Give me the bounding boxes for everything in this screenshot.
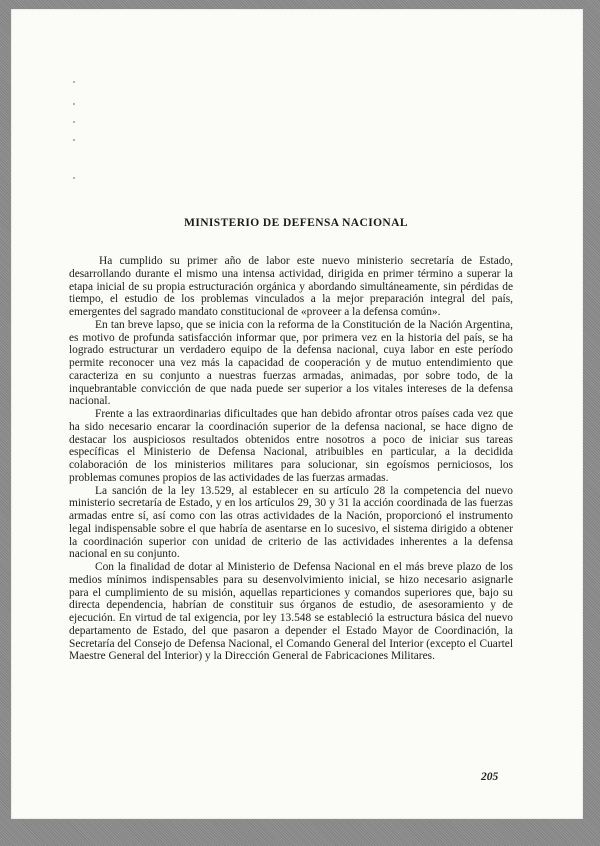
body-text	[69, 255, 513, 663]
page-number: 205	[481, 771, 499, 783]
paragraph: Con la finalidad de dotar al Ministerio de Defensa Nacional en el más breve plazo de los medios mínimos indispensables para su desenvolvimiento inicial, se hizo necesario asignarle para el cumplimiento de su misión, aquellas reparticiones y comandos superiores que, bajo su directa dependencia, habrían de constituir sus órganos de estudio, de asesoramiento y de ejecución. En virtud de tal exigencia, por ley 13.548 se estableció la estructura básica del nuevo departamento de Estado, del que pasaron a depender el Estado Mayor de Coordinación, la Secretaría del Consejo de Defensa Nacional, el Comando General del Interior (excepto el Cuartel Maestre General del Interior) y la Dirección General de Fabricaciones Militares.	[69, 561, 513, 663]
paragraph: Frente a las extraordinarias dificultades que han debido afrontar otros países cada vez que ha sido necesario encarar la coordinación superior de la defensa nacional, se hace digno de destacar los auspiciosos resultados obtenidos entre nosotros a poco de iniciar sus tareas específicas el Ministerio de Defensa Nacional, atribuibles en particular, a la decidida colaboración de los ministerios militares para solucionar, sin egoísmos perniciosos, los problemas comunes propios de las actividades de las fuerzas armadas.	[69, 408, 513, 484]
margin-specks	[73, 81, 77, 181]
paragraph: En tan breve lapso, que se inicia con la reforma de la Constitución de la Nación Argentina, es motivo de profunda satisfacción informar que, por primera vez en la historia del país, se ha logrado estructurar un verdadero equipo de la defensa nacional, cuya labor en este período permite reconocer una vez más la capacidad de cooperación y de mutuo entendimiento que caracteriza en su conjunto a nuestras fuerzas armadas, animadas, por sobre todo, de la inquebrantable convicción de que nada puede ser superior a los vitales intereses de la defensa nacional.	[69, 318, 513, 408]
paragraph: La sanción de la ley 13.529, al establecer en su artículo 28 la competencia del nuevo ministerio secretaría de Estado, y en los artículos 29, 30 y 31 la acción coordinada de las fuerzas armadas entre sí, así como con las otras actividades de la Nación, proporcionó el instrumento legal indispensable sobre el que habría de asentarse en lo sucesivo, el sistema dirigido a obtener la coordinación superior con unidad de criterio de las actividades inherentes a la defensa nacional en su conjunto.	[69, 484, 513, 561]
document-page	[11, 9, 583, 819]
page-title: MINISTERIO DE DEFENSA NACIONAL	[184, 217, 408, 229]
paragraph: Ha cumplido su primer año de labor este nuevo ministerio secretaría de Estado, desarrollando durante el mismo una intensa actividad, dirigida en primer término a superar la etapa inicial de su propia estructuración orgánica y abordando simultáneamente, sin pérdidas de tiempo, el estudio de los problemas vinculados a la mejor preparación integral del país, emergentes del sagrado mandato constitucional de «proveer a la defensa común».	[69, 255, 513, 318]
